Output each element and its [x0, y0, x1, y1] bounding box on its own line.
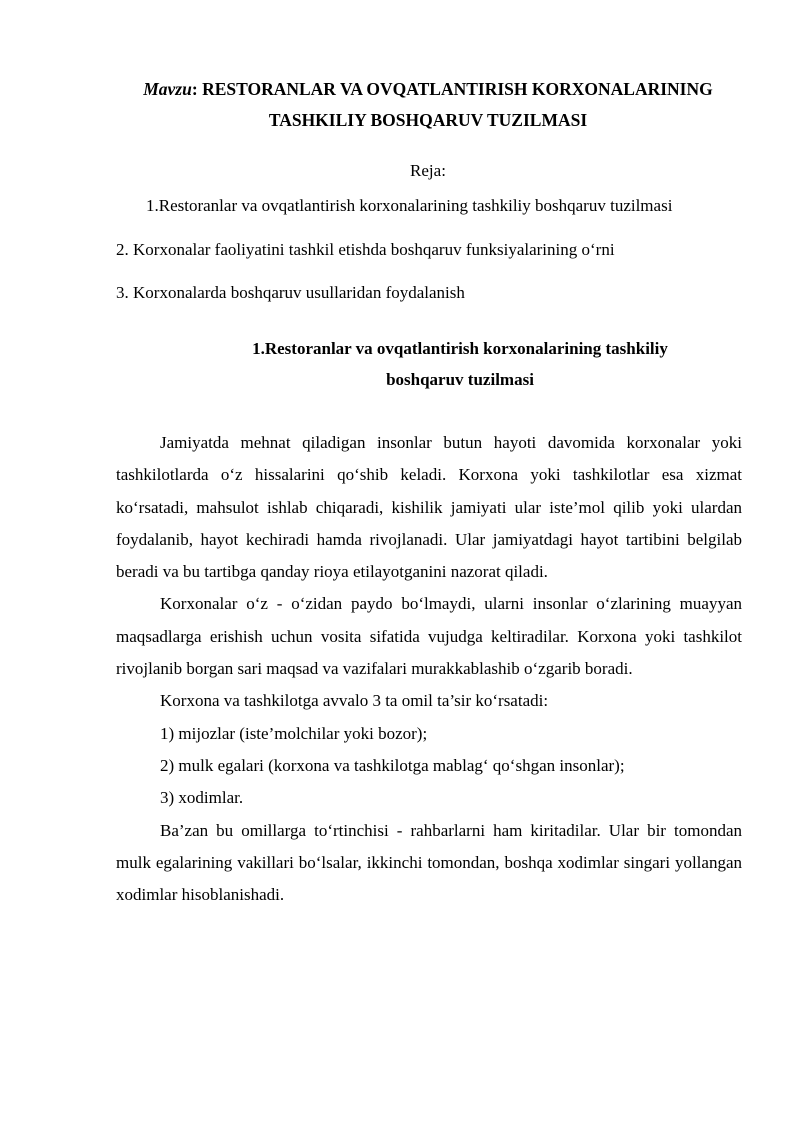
title-separator: :	[191, 79, 203, 99]
paragraph-1: Jamiyatda mehnat qiladigan insonlar butun hayoti davomida korxonalar yoki tashkilotlarda o‘z hissalarini qo‘shib keladi. Korxona yoki tashkilotlar esa xizmat ko‘rsatadi, mahsulot ishlab chiqaradi, kishilik jamiyati ular iste’mol qilib yoki ulardan foydalanib, hayot kechiradi hamda rivojlanadi. Ular jamiyatdagi hayot tartibini belgilab beradi va bu tartibga qanday rioya etilayotganini nazorat qiladi.	[116, 433, 742, 582]
factor-item-3: 3) xodimlar.	[160, 788, 244, 808]
factor-item-2: 2) mulk egalari (korxona va tashkilotga mablag‘ qo‘shgan insonlar);	[160, 755, 625, 775]
title-line1-text: RESTORANLAR VA OVQATLANTIRISH KORXONALARINING	[202, 79, 713, 99]
document-title-line1	[0, 79, 800, 99]
section-body	[116, 427, 742, 911]
section-heading-line1: 1.Restoranlar va ovqatlantirish korxonalarining tashkiliy	[252, 339, 668, 358]
plan-item-1: 1.Restoranlar va ovqatlantirish korxonalarining tashkiliy boshqaruv tuzilmasi	[146, 196, 673, 215]
plan-item-2: 2. Korxonalar faoliyatini tashkil etishda boshqaruv funksiyalarining o‘rni	[116, 240, 615, 259]
factor-item-1: 1) mijozlar (iste’molchilar yoki bozor);	[160, 723, 428, 743]
paragraph-2: Korxonalar o‘z - o‘zidan paydo bo‘lmaydi, ularni insonlar o‘zlarining muayyan maqsadlarga erishish uchun vosita sifatida vujudga keltiradilar. Korxona yoki tashkilot rivojlanib borgan sari maqsad va vazifalari murakkablashib o‘zgarib boradi.	[116, 594, 742, 679]
factors-intro: Korxona va tashkilotga avvalo 3 ta omil ta’sir ko‘rsatadi:	[160, 691, 549, 711]
title-prefix: Mavzu	[143, 79, 192, 99]
plan-heading: Reja:	[410, 161, 446, 180]
paragraph-3: Ba’zan bu omillarga to‘rtinchisi - rahbarlarni ham kiritadilar. Ular bir tomondan mulk egalarining vakillari bo‘lsalar, ikkinchi tomondan, boshqa xodimlar singari yollangan xodimlar hisoblanishadi.	[116, 820, 742, 905]
document-title-line2: TASHKILIY BOSHQARUV TUZILMASI	[268, 110, 588, 130]
section-heading-line2: boshqaruv tuzilmasi	[386, 370, 534, 389]
plan-item-3: 3. Korxonalarda boshqaruv usullaridan foydalanish	[116, 283, 465, 302]
